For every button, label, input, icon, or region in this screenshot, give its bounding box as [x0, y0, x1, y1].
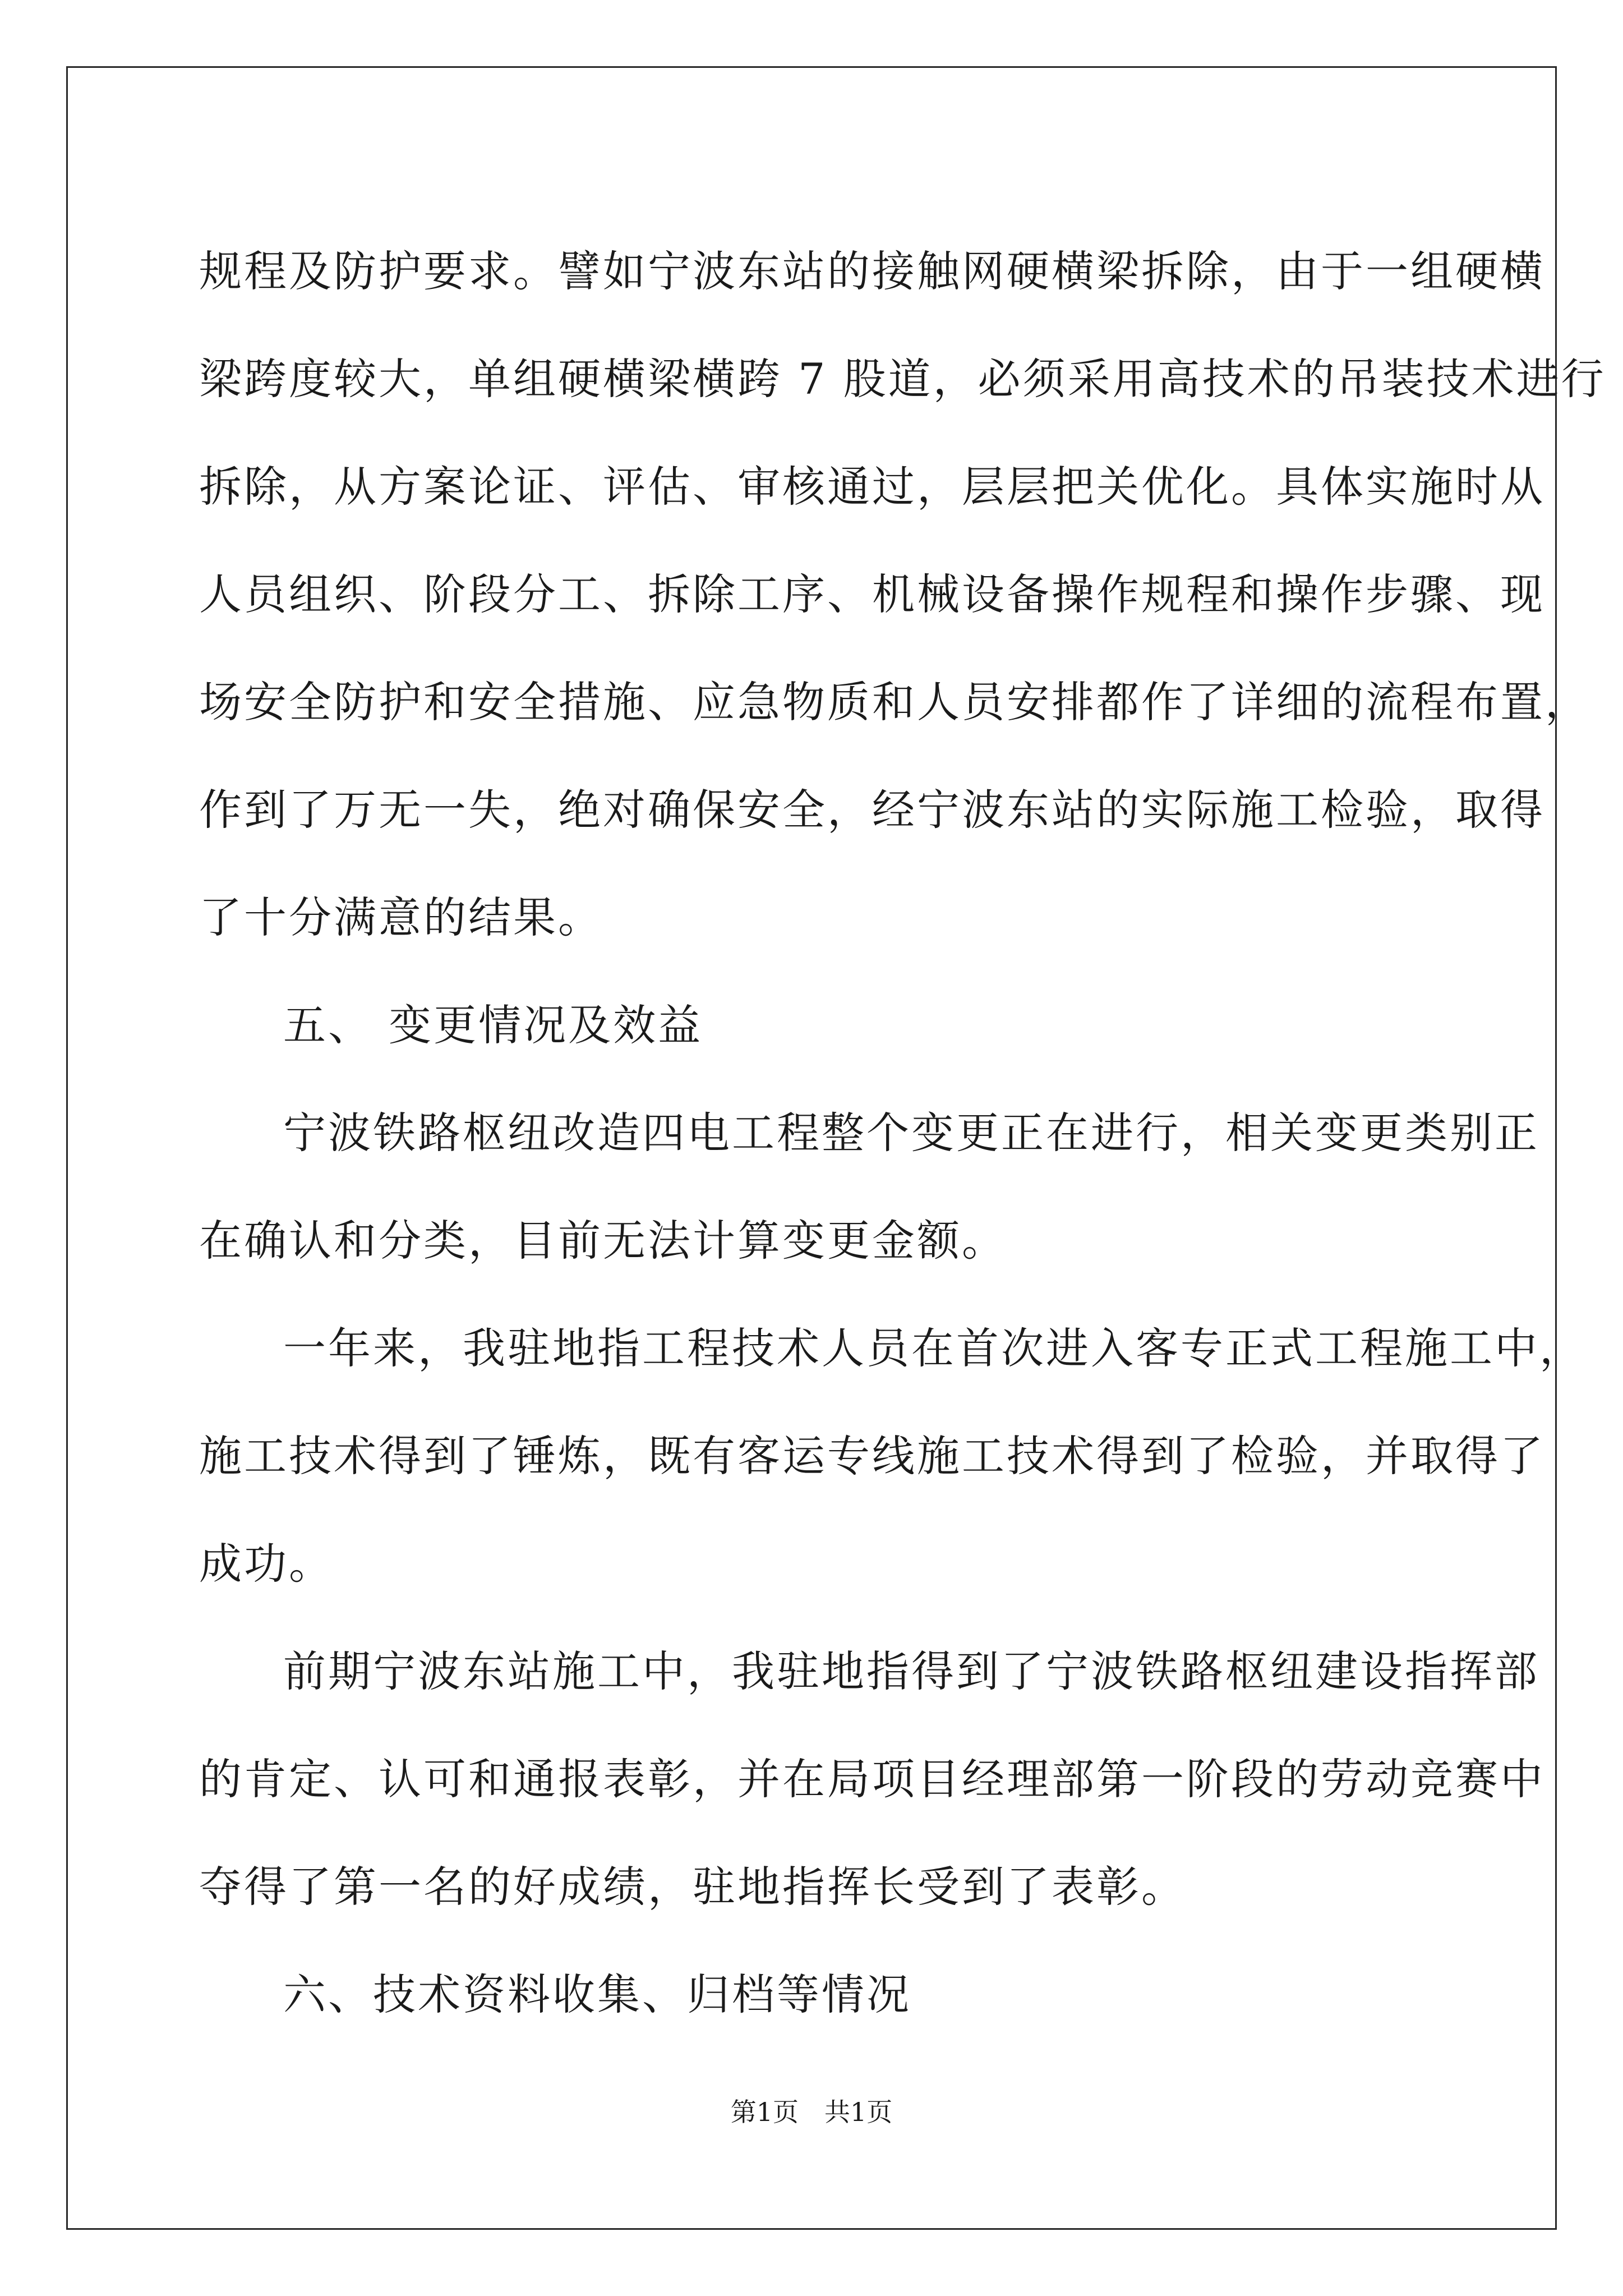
paragraph-line: 前期宁波东站施工中，我驻地指得到了宁波铁路枢纽建设指挥部 — [283, 1646, 1539, 1696]
paragraph-line: 场安全防护和安全措施、应急物质和人员安排都作了详细的流程布置， — [199, 677, 1590, 727]
paragraph-line: 成功。 — [199, 1539, 334, 1589]
document-body — [199, 218, 1606, 2049]
paragraph-line: 拆除，从方案论证、评估、审核通过，层层把关优化。具体实施时从 — [199, 462, 1545, 512]
paragraph-line: 人员组织、阶段分工、拆除工序、机械设备操作规程和操作步骤、现 — [199, 569, 1545, 619]
section-heading-six: 六、技术资料收集、归档等情况 — [283, 1970, 911, 2019]
page-number-footer: 第1页 共1页 — [730, 2097, 893, 2127]
paragraph-line: 了十分满意的结果。 — [199, 892, 603, 942]
paragraph-line: 一年来，我驻地指工程技术人员在首次进入客专正式工程施工中， — [283, 1323, 1584, 1373]
paragraph-line: 作到了万无一失，绝对确保安全，经宁波东站的实际施工检验，取得 — [199, 785, 1545, 835]
paragraph-line: 施工技术得到了锤炼，既有客运专线施工技术得到了检验，并取得了 — [199, 1431, 1545, 1481]
paragraph-line: 宁波铁路枢纽改造四电工程整个变更正在进行，相关变更类别正 — [283, 1108, 1539, 1158]
paragraph-line: 梁跨度较大，单组硬横梁横跨 7 股道，必须采用高技术的吊装技术进行 — [199, 354, 1606, 404]
paragraph-line: 夺得了第一名的好成绩，驻地指挥长受到了表彰。 — [199, 1862, 1186, 1912]
section-heading-five: 五、 变更情况及效益 — [283, 1000, 703, 1050]
paragraph-line: 在确认和分类，目前无法计算变更金额。 — [199, 1216, 1007, 1266]
paragraph-line: 的肯定、认可和通报表彰，并在局项目经理部第一阶段的劳动竞赛中 — [199, 1754, 1545, 1804]
paragraph-line: 规程及防护要求。譬如宁波东站的接触网硬横梁拆除，由于一组硬横 — [199, 246, 1545, 296]
